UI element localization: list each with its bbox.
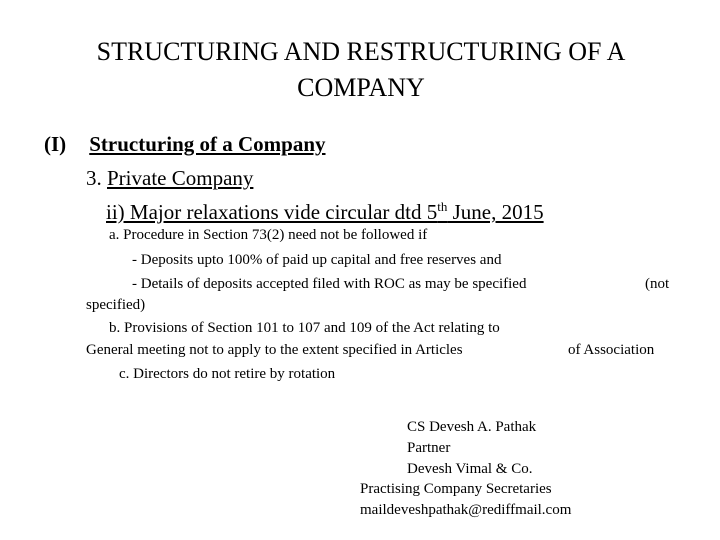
signature-role: Partner bbox=[407, 440, 451, 456]
item-a-bullet-2-note: (not bbox=[645, 276, 670, 292]
signature-name: CS Devesh A. Pathak bbox=[407, 419, 537, 435]
section-label: Structuring of a Company bbox=[89, 132, 326, 156]
item-a-bullet-1: - Deposits upto 100% of paid up capital and free reserves and bbox=[132, 252, 502, 268]
signature-description: Practising Company Secretaries bbox=[360, 481, 552, 497]
signature-firm: Devesh Vimal & Co. bbox=[407, 461, 533, 477]
item-b-line-2: General meeting not to apply to the extent specified in Articles bbox=[86, 342, 463, 358]
subsubsection-suffix: June, 2015 bbox=[447, 200, 544, 224]
item-b-line-1: b. Provisions of Section 101 to 107 and 109 of the Act relating to bbox=[109, 320, 500, 336]
section-number: (I) bbox=[44, 132, 67, 156]
slide-title bbox=[0, 34, 720, 106]
item-a: a. Procedure in Section 73(2) need not be followed if bbox=[109, 227, 428, 243]
subsubsection-prefix: ii) Major relaxations vide circular dtd 5 bbox=[106, 200, 438, 224]
subsection-heading bbox=[86, 166, 253, 191]
item-a-bullet-2: - Details of deposits accepted filed with ROC as may be specified bbox=[132, 276, 527, 292]
subsubsection-heading bbox=[106, 199, 544, 225]
section-heading bbox=[44, 132, 326, 157]
item-c: c. Directors do not retire by rotation bbox=[119, 366, 336, 382]
slide-title-line-2: COMPANY bbox=[297, 73, 425, 102]
slide-title-line-1: STRUCTURING AND RESTRUCTURING OF A bbox=[96, 37, 626, 66]
item-b-line-2-end: of Association bbox=[568, 342, 655, 358]
signature-email: maildeveshpathak@rediffmail.com bbox=[360, 502, 572, 518]
subsection-number: 3. bbox=[86, 166, 102, 190]
subsection-label: Private Company bbox=[107, 166, 254, 190]
item-a-bullet-2-note-cont: specified) bbox=[86, 297, 146, 313]
subsubsection-superscript: th bbox=[437, 199, 448, 214]
